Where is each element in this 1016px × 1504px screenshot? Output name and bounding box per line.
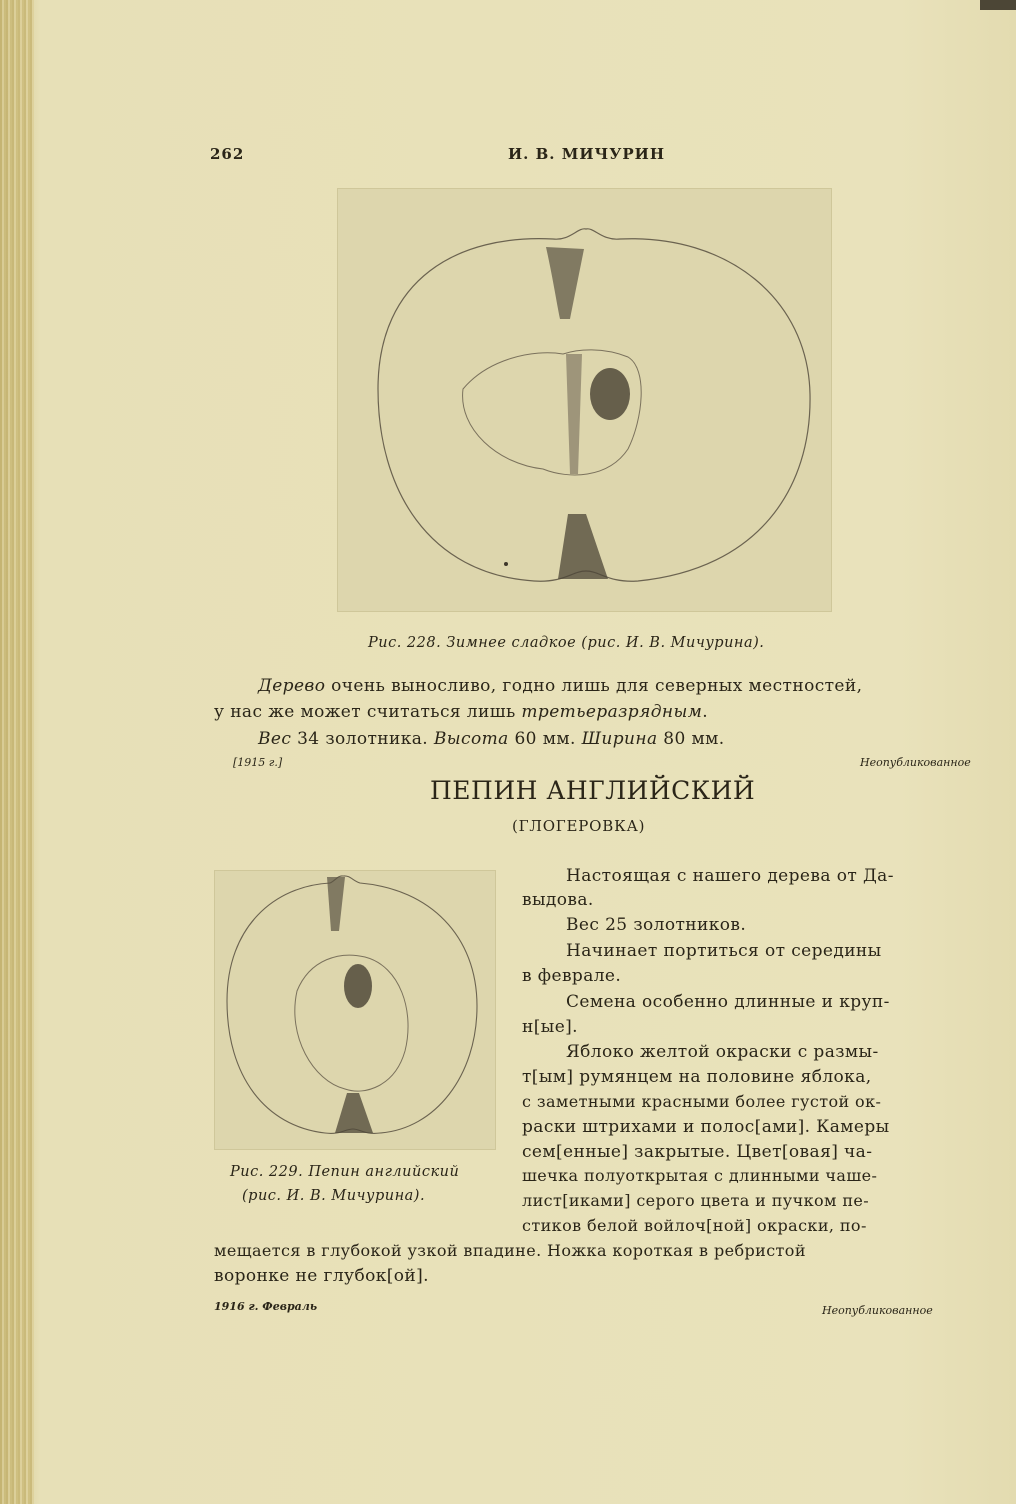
text-italic: Высота xyxy=(433,729,509,749)
text-line: Семена особенно длинные и круп- xyxy=(566,992,890,1012)
apple-cross-section-drawing-2 xyxy=(215,871,495,1149)
section-title: ПЕПИН АНГЛИЙСКИЙ xyxy=(430,776,756,805)
text-line: с заметными красными более густой ок- xyxy=(522,1092,882,1111)
text-line: Яблоко желтой окраски с размы- xyxy=(566,1042,879,1062)
text-run: . xyxy=(702,702,709,722)
page-number: 262 xyxy=(210,145,245,163)
figure-229-caption-line2: (рис. И. В. Мичурина). xyxy=(242,1188,426,1204)
text-line: стиков белой войлоч[ной] окраски, по- xyxy=(522,1216,867,1235)
text-line: Настоящая с нашего дерева от Да- xyxy=(566,866,894,886)
figure-229-apple-section xyxy=(214,870,496,1150)
apple-cross-section-drawing-1 xyxy=(338,189,831,611)
text-line xyxy=(258,729,725,749)
text-line xyxy=(214,702,708,722)
text-run: 34 золотника. xyxy=(291,729,434,749)
publication-status: Неопубликованное xyxy=(822,1304,933,1317)
text-run: 80 мм. xyxy=(657,729,725,749)
text-line: Начинает портиться от середины xyxy=(566,941,882,961)
publication-status: Неопубликованное xyxy=(860,756,971,769)
text-line: мещается в глубокой узкой впадине. Ножка короткая в ребристой xyxy=(214,1241,806,1260)
text-line: в феврале. xyxy=(522,966,622,986)
text-line: воронке не глубок[ой]. xyxy=(214,1266,429,1286)
text-line: Вес 25 золотников. xyxy=(566,915,747,935)
book-spine-edge xyxy=(0,0,34,1504)
text-line: раски штрихами и полос[ами]. Камеры xyxy=(522,1117,890,1137)
date-note: 1916 г. Февраль xyxy=(214,1300,318,1313)
text-italic: Вес xyxy=(258,729,292,749)
figure-228-apple-section xyxy=(337,188,832,612)
text-run: очень выносливо, годно лишь для северных местностей, xyxy=(325,676,863,696)
text-line: лист[иками] серого цвета и пучком пе- xyxy=(522,1191,870,1210)
figure-228-caption: Рис. 228. Зимнее сладкое (рис. И. В. Мичурина). xyxy=(368,635,765,651)
text-italic: Дерево xyxy=(258,676,326,696)
text-line: выдова. xyxy=(522,890,594,910)
section-subtitle: (ГЛОГЕРОВКА) xyxy=(512,817,646,835)
text-line: т[ым] румянцем на половине яблока, xyxy=(522,1067,872,1087)
text-line: сем[енные] закрытые. Цвет[овая] ча- xyxy=(522,1142,873,1162)
text-italic: третьеразрядным xyxy=(521,702,703,722)
date-note: [1915 г.] xyxy=(233,756,283,769)
text-line: н[ые]. xyxy=(522,1017,578,1037)
running-header-author: И. В. МИЧУРИН xyxy=(508,145,666,163)
text-run: 60 мм. xyxy=(508,729,582,749)
text-line: шечка полуоткрытая с длинными чаше- xyxy=(522,1166,878,1185)
text-run: у нас же может считаться лишь xyxy=(214,702,522,722)
text-line xyxy=(258,676,862,696)
figure-229-caption-line1: Рис. 229. Пепин английский xyxy=(230,1164,460,1180)
text-italic: Ширина xyxy=(581,729,658,749)
scan-edge-mark xyxy=(980,0,1016,10)
